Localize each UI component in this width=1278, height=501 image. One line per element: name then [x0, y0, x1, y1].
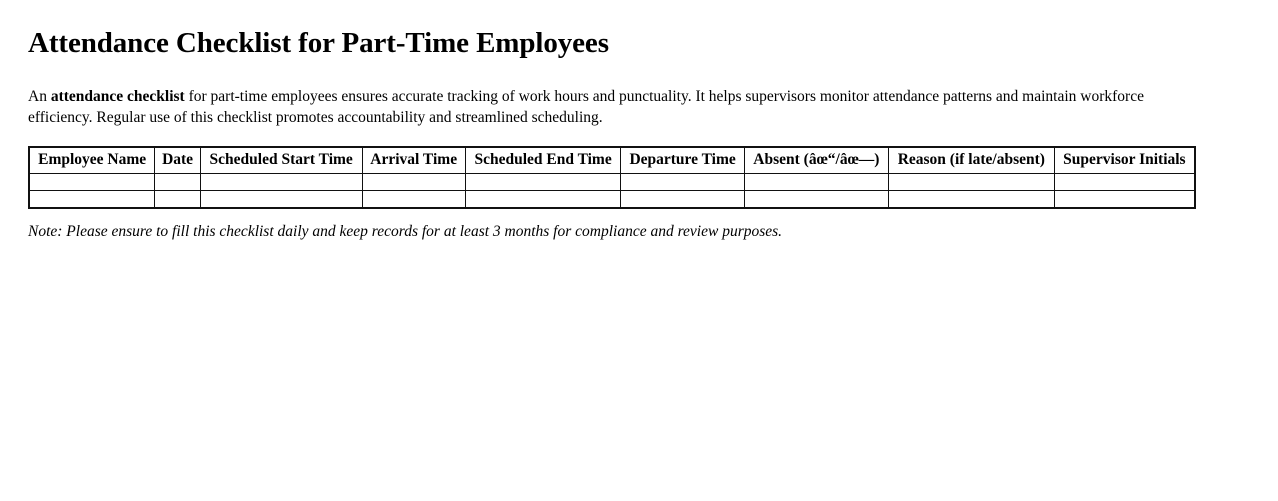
cell-reason[interactable] [888, 191, 1054, 209]
column-header-employee-name: Employee Name [29, 147, 155, 174]
cell-date[interactable] [155, 174, 201, 191]
cell-scheduled-start-time[interactable] [200, 191, 362, 209]
intro-paragraph [28, 60, 1183, 128]
intro-text-before-bold: An [28, 88, 51, 106]
table-row [29, 174, 1195, 191]
cell-arrival-time[interactable] [362, 191, 465, 209]
column-header-departure-time: Departure Time [621, 147, 745, 174]
table-body [29, 174, 1195, 209]
column-header-arrival-time: Arrival Time [362, 147, 465, 174]
column-header-scheduled-start-time: Scheduled Start Time [200, 147, 362, 174]
table-header [29, 147, 1195, 174]
table-header-row [29, 147, 1195, 174]
cell-scheduled-start-time[interactable] [200, 174, 362, 191]
cell-date[interactable] [155, 191, 201, 209]
cell-scheduled-end-time[interactable] [465, 191, 621, 209]
compliance-note: Note: Please ensure to fill this checklist daily and keep records for at least 3 months for compliance and review purposes. [28, 223, 783, 241]
cell-supervisor-initials[interactable] [1054, 174, 1195, 191]
cell-departure-time[interactable] [621, 174, 745, 191]
column-header-scheduled-end-time: Scheduled End Time [465, 147, 621, 174]
attendance-table-container [28, 128, 1270, 209]
cell-arrival-time[interactable] [362, 174, 465, 191]
cell-reason[interactable] [888, 174, 1054, 191]
column-header-absent: Absent (âœ“/âœ—) [744, 147, 888, 174]
column-header-reason: Reason (if late/absent) [888, 147, 1054, 174]
attendance-table [28, 146, 1196, 209]
cell-scheduled-end-time[interactable] [465, 174, 621, 191]
cell-supervisor-initials[interactable] [1054, 191, 1195, 209]
column-header-supervisor-initials: Supervisor Initials [1054, 147, 1195, 174]
document-page [0, 0, 1278, 242]
cell-employee-name[interactable] [29, 191, 155, 209]
cell-departure-time[interactable] [621, 191, 745, 209]
cell-absent[interactable] [744, 174, 888, 191]
column-header-date: Date [155, 147, 201, 174]
cell-employee-name[interactable] [29, 174, 155, 191]
cell-absent[interactable] [744, 191, 888, 209]
table-row [29, 191, 1195, 209]
intro-text-after-bold: for part-time employees ensures accurate tracking of work hours and punctuality. It helps supervisors monitor attendance patterns and maintain workforce efficiency. Regular use of this checklist promotes accountability and streamlined scheduling. [28, 88, 1144, 127]
page-title: Attendance Checklist for Part-Time Employees [28, 27, 609, 59]
intro-bold-term: attendance checklist [50, 88, 185, 106]
